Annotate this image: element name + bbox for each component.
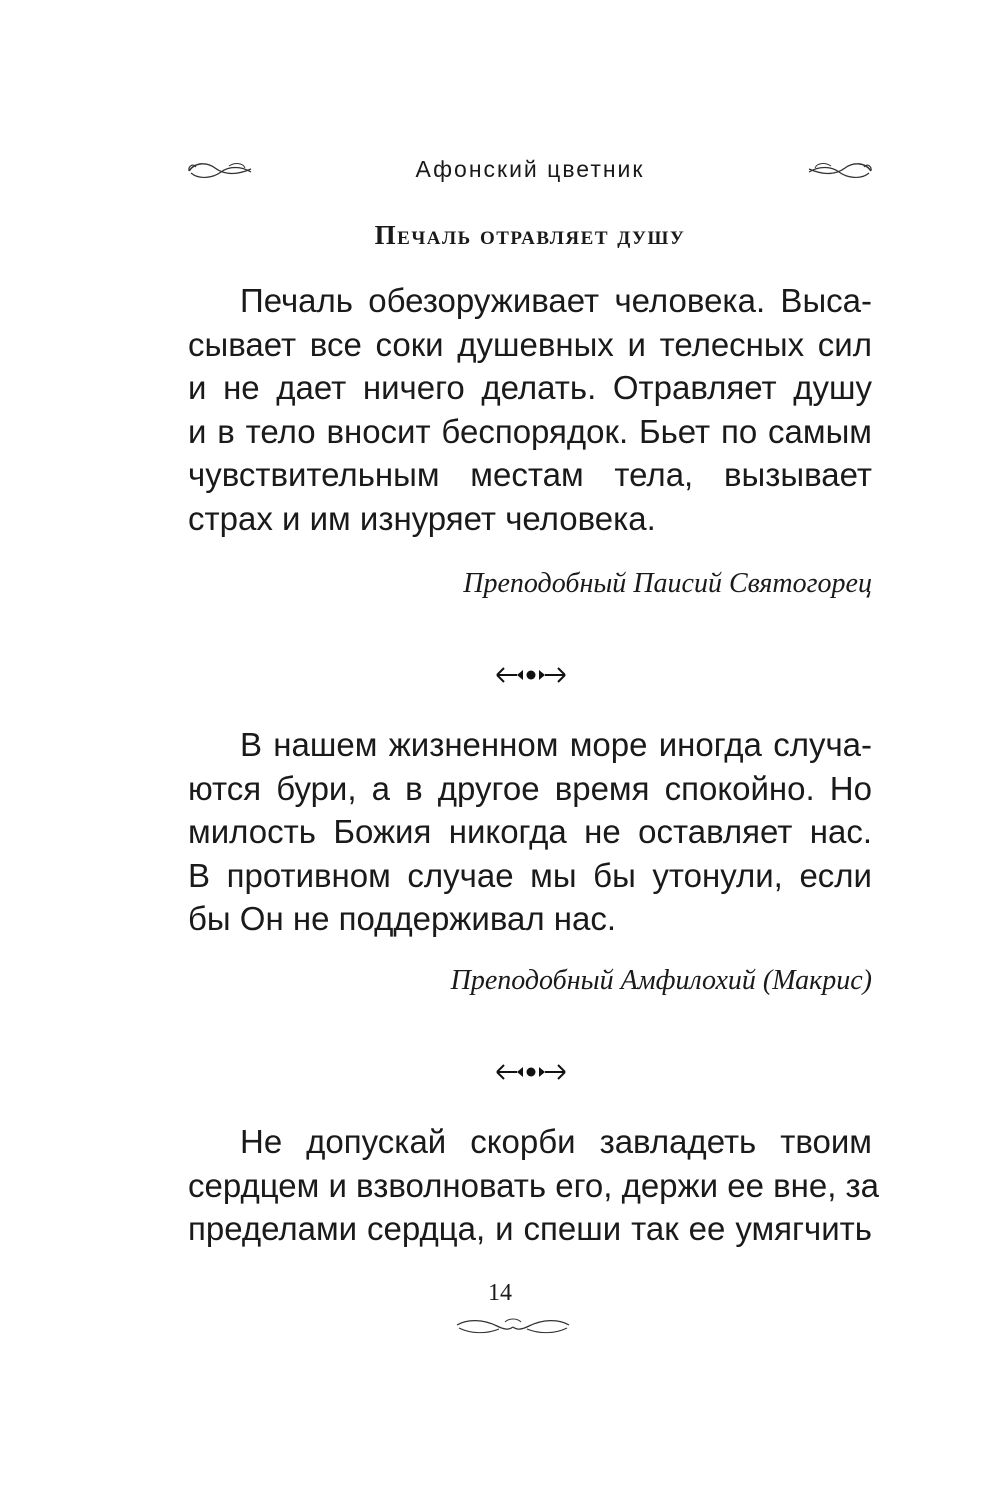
paragraph-line: и в тело вносит беспорядок. Бьет по самым: [188, 412, 872, 450]
paragraph-line: В противном случае мы бы утонули, если: [188, 856, 872, 894]
quote-paragraph: [188, 279, 872, 540]
quote-attribution: Преподобный Амфилохий (Макрис): [450, 965, 872, 996]
paragraph-line: и не дает ничего делать. Отравляет душу: [188, 369, 872, 406]
fleuron-divider-icon: [495, 663, 567, 687]
paragraph-line: сывает все соки душевных и телесных сил: [188, 325, 872, 363]
quote-attribution: Преподобный Паисий Святогорец: [463, 568, 872, 599]
paragraph-line: ются бури, а в другое время спокойно. Но: [188, 769, 872, 807]
running-title: Афонский цветник: [415, 156, 645, 182]
paragraph-line: чувствительным местам тела, вызывает: [188, 456, 872, 493]
paragraph-line: страх и им изнуряет человека.: [188, 499, 656, 537]
flourish-icon: [453, 1316, 573, 1338]
section-title: Печаль отравляет душу: [374, 220, 686, 250]
flourish-icon: [805, 160, 875, 182]
paragraph-line: бы Он не поддерживал нас.: [188, 900, 617, 937]
quote-paragraph: [188, 1120, 880, 1251]
page-number: 14: [488, 1280, 512, 1306]
paragraph-line: В нашем жизненном море иногда случа-: [240, 726, 872, 763]
paragraph-line: Печаль обезоруживает человека. Выса-: [240, 282, 872, 319]
fleuron-divider-icon: [495, 1060, 567, 1084]
quote-paragraph: [188, 723, 872, 941]
paragraph-line: пределами сердца, и спеши так ее умягчить: [188, 1210, 872, 1247]
paragraph-line: милость Божия никогда не оставляет нас.: [188, 813, 872, 850]
paragraph-line: сердцем и взволновать его, держи ее вне, за: [188, 1166, 880, 1204]
running-head: [185, 152, 875, 200]
paragraph-line: Не допускай скорби завладеть твоим: [240, 1123, 872, 1160]
